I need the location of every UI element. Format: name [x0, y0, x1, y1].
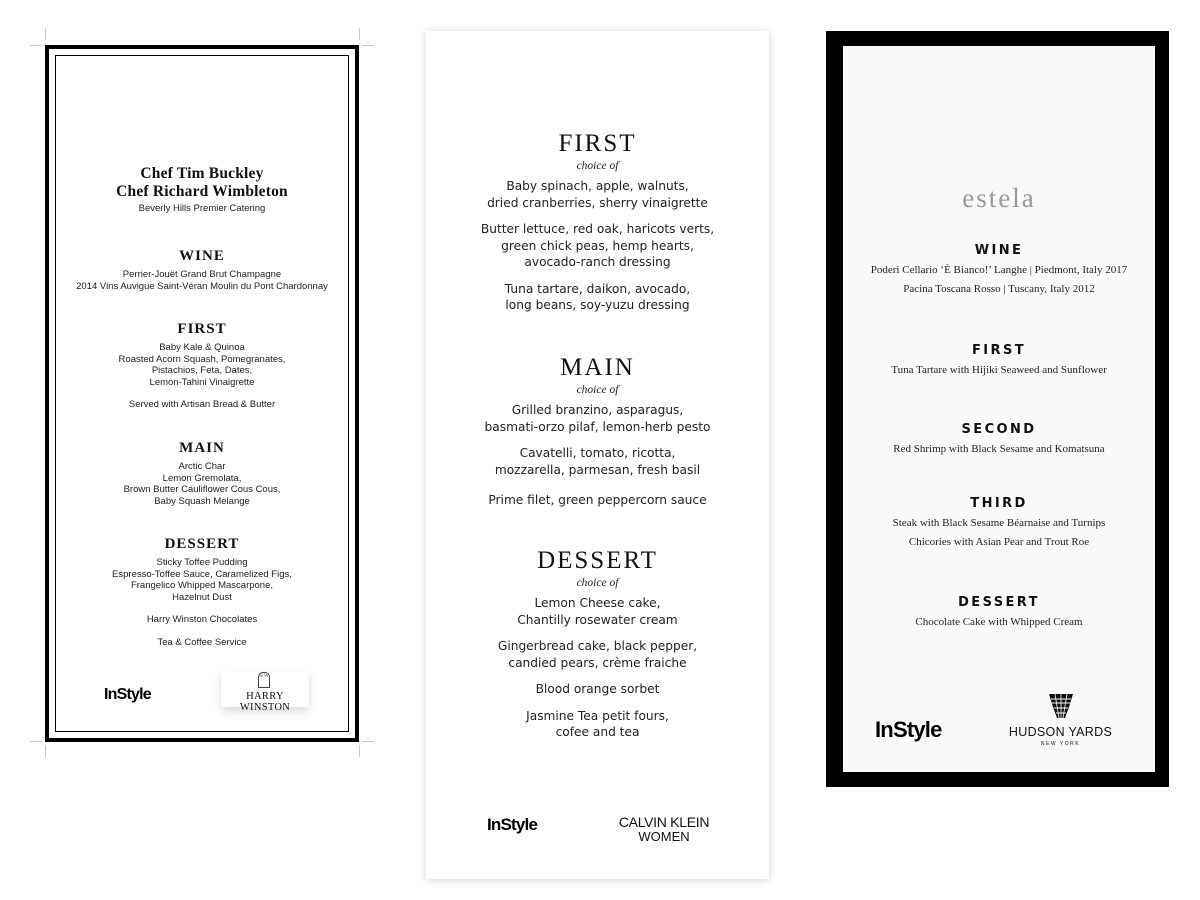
crop-mark	[362, 741, 374, 742]
menu-note: Tea & Coffee Service	[157, 636, 247, 648]
hw-monogram-icon: H W	[258, 672, 270, 688]
section-heading: SECOND	[961, 422, 1037, 437]
menu-item	[426, 402, 769, 435]
menu-item: Chicories with Asian Pear and Trout Roe	[908, 536, 1090, 548]
section-heading: MAIN	[179, 440, 225, 456]
dessert-section	[843, 595, 1155, 628]
menu-item	[426, 221, 769, 271]
menu-line: candied pears, crème fraiche	[508, 655, 687, 670]
section-heading: FIRST	[972, 343, 1026, 358]
menu-item: Pistachios, Feta, Dates,	[151, 365, 253, 377]
wine-section	[843, 243, 1155, 295]
menu-item: Lemon Gremolata,	[162, 472, 242, 484]
menu-line: Tuna tartare, daikon, avocado,	[504, 281, 691, 296]
menu-item	[426, 281, 769, 314]
section-heading: DESSERT	[164, 536, 240, 552]
hudson-yards-text: HUDSON YARDS	[1008, 725, 1113, 739]
crop-mark	[30, 45, 42, 46]
chef-names	[49, 165, 355, 215]
menu-item	[426, 681, 769, 698]
menu-line: green chick peas, hemp hearts,	[501, 238, 694, 253]
choice-label: choice of	[576, 160, 619, 172]
section-heading: MAIN	[560, 354, 635, 381]
section-heading: DESSERT	[537, 547, 658, 574]
menu-line: Cavatelli, tomato, ricotta,	[519, 446, 676, 460]
menu-note: Served with Artisan Bread & Butter	[128, 399, 276, 411]
third-section	[843, 496, 1155, 548]
menu-line: dried cranberries, sherry vinaigrette	[487, 195, 708, 210]
menu-card-calvin-klein	[426, 31, 769, 879]
section-heading: FIRST	[177, 321, 227, 337]
caterer: Beverly Hills Premier Catering	[138, 203, 266, 214]
section-heading: FIRST	[558, 130, 637, 157]
menu-line: mozzarella, parmesan, fresh basil	[494, 462, 701, 477]
menu-item: Roasted Acorn Squash, Pomegranates,	[118, 353, 286, 365]
menu-line: avocado-ranch dressing	[524, 255, 671, 269]
hudson-yards-logo	[1003, 691, 1118, 751]
crop-mark	[359, 745, 360, 757]
calvin-klein-logo	[614, 815, 714, 844]
instyle-logo: InStyle	[104, 686, 151, 703]
women-text: WOMEN	[638, 829, 690, 844]
menu-item: Baby Squash Melange	[154, 495, 250, 507]
menu-item: Arctic Char	[178, 461, 226, 472]
menu-item: Brown Butter Cauliflower Cous Cous,	[123, 484, 281, 496]
menu-line: basmati-orzo pilaf, lemon-herb pesto	[484, 419, 711, 434]
menu-item	[426, 708, 769, 741]
chef-name: Chef Richard Wimbleton	[116, 183, 288, 200]
section-heading: DESSERT	[958, 595, 1040, 610]
instyle-logo: InStyle	[487, 815, 538, 834]
menu-line: Grilled branzino, asparagus,	[511, 403, 684, 417]
menu-line: Lemon Cheese cake,	[534, 596, 661, 610]
main-section	[426, 354, 769, 509]
wine-section	[49, 248, 355, 292]
new-york-text: NEW YORK	[1040, 741, 1081, 747]
crop-mark	[359, 28, 360, 40]
crop-mark	[362, 45, 374, 46]
menu-item: Frangelico Whipped Mascarpone,	[130, 580, 274, 592]
restaurant-title: estela	[962, 183, 1036, 213]
instyle-logo: InStyle	[875, 717, 942, 742]
menu-item	[426, 445, 769, 478]
menu-panel	[843, 46, 1155, 772]
menu-line: Prime filet, green peppercorn sauce	[488, 493, 707, 507]
harry-winston-text: HARRY WINSTON	[239, 691, 291, 713]
menu-item	[426, 178, 769, 211]
dessert-section	[49, 536, 355, 649]
menu-line: cofee and tea	[555, 725, 640, 739]
calvin-klein-text: CALVIN KLEIN	[618, 814, 710, 830]
menu-note: Harry Winston Chocolates	[146, 614, 258, 626]
first-section	[843, 343, 1155, 376]
menu-item: Sticky Toffee Pudding	[156, 557, 248, 568]
menu-line: Blood orange sorbet	[535, 682, 660, 696]
menu-item: Poderi Cellario ‘È Bianco!’ Langhe | Piedmont, Italy 2017	[870, 264, 1128, 276]
menu-item: Steak with Black Sesame Béarnaise and Turnips	[892, 517, 1106, 529]
menu-item: Hazelnut Dust	[172, 591, 232, 603]
menu-line: Baby spinach, apple, walnuts,	[506, 179, 689, 193]
first-section	[49, 321, 355, 411]
menu-item: Pacina Toscana Rosso | Tuscany, Italy 2012	[903, 283, 1095, 295]
menu-line: Chantilly rosewater cream	[517, 612, 678, 627]
section-heading: WINE	[974, 243, 1024, 258]
main-section	[49, 440, 355, 507]
section-heading: THIRD	[970, 496, 1028, 511]
choice-label: choice of	[576, 577, 619, 589]
menu-item: Baby Kale & Quinoa	[159, 342, 245, 353]
menu-item: Chocolate Cake with Whipped Cream	[915, 616, 1083, 628]
menu-item: Red Shrimp with Black Sesame and Komatsuna	[893, 443, 1105, 455]
menu-item: Espresso-Toffee Sauce, Caramelized Figs,	[112, 568, 292, 580]
first-section	[426, 130, 769, 314]
menu-item: Tuna Tartare with Hijiki Seaweed and Sunflower	[891, 364, 1107, 376]
chef-name: Chef Tim Buckley	[140, 165, 264, 182]
menu-card-estela	[826, 31, 1169, 787]
second-section	[843, 422, 1155, 455]
menu-item: 2014 Vins Auvigue Saint-Véran Moulin du Pont Chardonnay	[76, 280, 328, 292]
menu-item: Lemon-Tahini Vinaigrette	[149, 376, 255, 388]
menu-item	[426, 595, 769, 628]
menu-item: Perrier-Jouët Grand Brut Champagne	[122, 269, 282, 280]
crop-mark	[45, 28, 46, 40]
section-heading: WINE	[179, 248, 225, 264]
menu-line: Butter lettuce, red oak, haricots verts,	[480, 222, 715, 236]
crop-mark	[30, 741, 42, 742]
menu-line: Jasmine Tea petit fours,	[526, 708, 669, 723]
hudson-yards-vessel-icon	[1046, 691, 1076, 721]
choice-label: choice of	[576, 384, 619, 396]
dessert-section	[426, 547, 769, 741]
menu-item	[426, 638, 769, 671]
menu-card-buckley	[45, 45, 359, 742]
menu-line: Gingerbread cake, black pepper,	[497, 639, 698, 653]
harry-winston-logo	[221, 671, 309, 713]
menu-item	[426, 492, 769, 509]
menu-line: long beans, soy-yuzu dressing	[505, 298, 690, 312]
crop-mark	[45, 745, 46, 757]
